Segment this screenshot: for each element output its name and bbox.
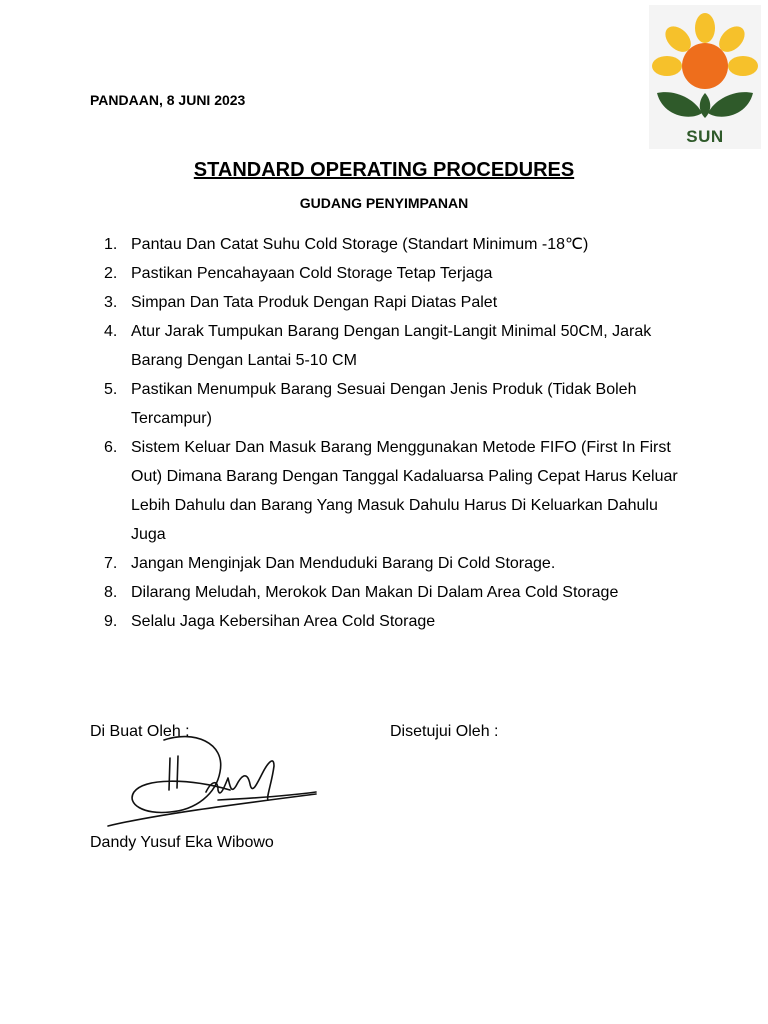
leaf-icon xyxy=(657,92,702,117)
signer-name: Dandy Yusuf Eka Wibowo xyxy=(90,834,274,851)
procedure-text: Pastikan Menumpuk Barang Sesuai Dengan Jenis Produk (Tidak Boleh Tercampur) xyxy=(131,381,637,427)
procedure-number: 6. xyxy=(104,439,118,456)
document-date: PANDAAN, 8 JUNI 2023 xyxy=(90,92,246,108)
procedure-item xyxy=(104,259,694,288)
procedure-item xyxy=(104,433,694,549)
procedure-item xyxy=(104,288,694,317)
procedure-number: 1. xyxy=(104,236,118,253)
procedure-number: 9. xyxy=(104,613,118,630)
document-subtitle: GUDANG PENYIMPANAN xyxy=(299,195,469,211)
sun-logo xyxy=(649,5,761,149)
procedure-item xyxy=(104,607,694,636)
signature-icon xyxy=(98,728,328,838)
logo-text: SUN xyxy=(686,127,724,146)
procedure-text: Sistem Keluar Dan Masuk Barang Menggunakan Metode FIFO (First In First Out) Dimana Barang Dengan Tanggal Kadaluarsa Paling Cepat Harus Keluar Lebih Dahulu dan Barang Yang Masuk Dahulu Harus Di Keluarkan Dahulu Juga xyxy=(131,439,678,543)
procedure-number: 2. xyxy=(104,265,118,282)
procedure-item xyxy=(104,230,694,259)
petal-icon xyxy=(652,56,682,76)
procedure-text: Selalu Jaga Kebersihan Area Cold Storage xyxy=(131,613,436,630)
procedure-text: Pastikan Pencahayaan Cold Storage Tetap Terjaga xyxy=(131,265,493,282)
procedure-item xyxy=(104,549,694,578)
procedure-number: 7. xyxy=(104,555,118,572)
procedure-number: 8. xyxy=(104,584,118,601)
procedure-number: 3. xyxy=(104,294,118,311)
procedure-text: Simpan Dan Tata Produk Dengan Rapi Diatas Palet xyxy=(131,294,498,311)
procedure-item xyxy=(104,578,694,607)
procedure-item xyxy=(104,317,694,375)
procedure-number: 4. xyxy=(104,323,118,340)
procedure-text: Jangan Menginjak Dan Menduduki Barang Di Cold Storage. xyxy=(131,555,556,572)
procedure-list xyxy=(104,230,694,636)
petal-icon xyxy=(728,56,758,76)
leaf-icon xyxy=(708,92,753,117)
procedure-item xyxy=(104,375,694,433)
procedure-text: Pantau Dan Catat Suhu Cold Storage (Standart Minimum -18℃) xyxy=(131,236,589,253)
procedure-text: Atur Jarak Tumpukan Barang Dengan Langit-Langit Minimal 50CM, Jarak Barang Dengan Lantai 5-10 CM xyxy=(131,323,652,369)
petal-icon xyxy=(695,13,715,43)
approved-by-label: Disetujui Oleh : xyxy=(390,723,499,740)
document-title: STANDARD OPERATING PROCEDURES xyxy=(193,159,575,181)
procedure-number: 5. xyxy=(104,381,118,398)
made-by-label: Di Buat Oleh : xyxy=(90,723,190,740)
sun-core-icon xyxy=(682,43,728,89)
leaf-icon xyxy=(700,93,711,118)
procedure-text: Dilarang Meludah, Merokok Dan Makan Di Dalam Area Cold Storage xyxy=(131,584,619,601)
